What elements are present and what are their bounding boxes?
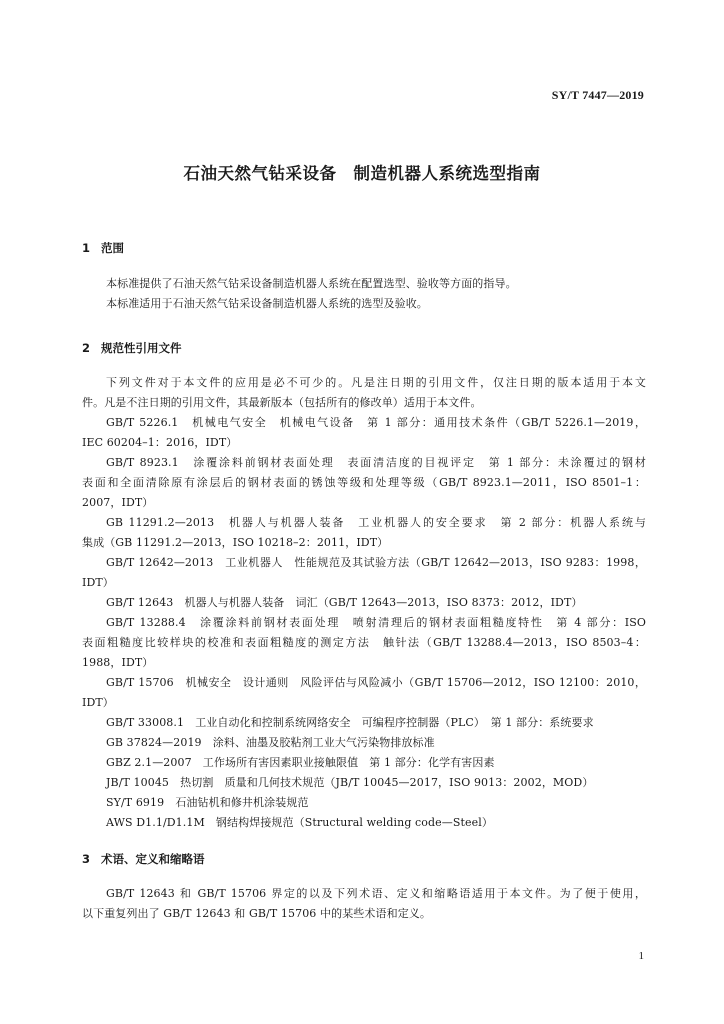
- section-number: 2: [82, 341, 91, 355]
- reference-entry-line: GB 11291.2—2013 机器人与机器人装备 工业机器人的安全要求 第 2 部分：机器人系统与: [106, 516, 646, 529]
- paragraph-line: GB/T 12643 和 GB/T 15706 界定的以及下列术语、定义和缩略语适用于本文件。为了便于使用，: [106, 887, 646, 900]
- section-title: 术语、定义和缩略语: [101, 852, 205, 866]
- reference-entry-line: GB/T 33008.1 工业自动化和控制系统网络安全 可编程序控制器（PLC） 第 1 部分：系统要求: [106, 716, 594, 729]
- reference-entry-line: IDT）: [82, 696, 114, 709]
- section-number: 3: [82, 852, 91, 866]
- paragraph-line: 本标准适用于石油天然气钻采设备制造机器人系统的选型及验收。: [106, 297, 428, 310]
- document-title: 石油天然气钻采设备 制造机器人系统选型指南: [183, 164, 541, 183]
- reference-entry-line: GB/T 13288.4 涂覆涂料前钢材表面处理 喷射清理后的钢材表面粗糙度特性 第 4 部分：ISO: [106, 616, 646, 629]
- section-title: 规范性引用文件: [101, 341, 182, 355]
- reference-entry-line: GBZ 2.1—2007 工作场所有害因素职业接触限值 第 1 部分：化学有害因素: [106, 756, 495, 769]
- page-number: 1: [638, 950, 644, 962]
- reference-entry-line: 表面和全面清除原有涂层后的钢材表面的锈蚀等级和处理等级（GB/T 8923.1—2011，ISO 8501–1：: [82, 476, 646, 489]
- reference-entry-line: JB/T 10045 热切割 质量和几何技术规范（JB/T 10045—2017，ISO 9013：2002，MOD）: [106, 776, 594, 789]
- standard-code: SY/T 7447—2019: [551, 88, 644, 102]
- reference-entry-line: SY/T 6919 石油钻机和修井机涂装规范: [106, 796, 309, 809]
- reference-entry-line: GB 37824—2019 涂料、油墨及胶粘剂工业大气污染物排放标准: [106, 736, 435, 749]
- paragraph-line: 本标准提供了石油天然气钻采设备制造机器人系统在配置选型、验收等方面的指导。: [106, 277, 517, 290]
- reference-entry-line: 表面粗糙度比较样块的校准和表面粗糙度的测定方法 触针法（GB/T 13288.4—2013，ISO 8503–4：: [82, 636, 646, 649]
- reference-entry-line: GB/T 12643 机器人与机器人装备 词汇（GB/T 12643—2013，ISO 8373：2012，IDT）: [106, 596, 583, 609]
- reference-entry-line: 1988，IDT）: [82, 656, 154, 669]
- paragraph-line: 下列文件对于本文件的应用是必不可少的。凡是注日期的引用文件，仅注日期的版本适用于本文: [106, 376, 646, 389]
- reference-entry-line: GB/T 5226.1 机械电气安全 机械电气设备 第 1 部分：通用技术条件（GB/T 5226.1—2019，: [106, 416, 646, 429]
- section-number: 1: [82, 241, 91, 255]
- section-title: 范围: [101, 241, 124, 255]
- section-heading-terms: [82, 851, 205, 867]
- reference-entry-line: IEC 60204–1：2016，IDT）: [82, 436, 238, 449]
- section-heading-scope: [82, 240, 124, 256]
- paragraph-line: 件。凡是不注日期的引用文件，其最新版本（包括所有的修改单）适用于本文件。: [82, 396, 482, 409]
- reference-entry-line: IDT）: [82, 576, 114, 589]
- reference-entry-line: 2007，IDT）: [82, 496, 154, 509]
- reference-entry-line: AWS D1.1/D1.1M 钢结构焊接规范（Structural welding code—Steel）: [106, 816, 493, 829]
- reference-entry-line: 集成（GB 11291.2—2013，ISO 10218–2：2011，IDT）: [82, 536, 389, 549]
- section-heading-normative-references: [82, 340, 182, 356]
- paragraph-line: 以下重复列出了 GB/T 12643 和 GB/T 15706 中的某些术语和定义。: [82, 907, 431, 920]
- reference-entry-line: GB/T 12642—2013 工业机器人 性能规范及其试验方法（GB/T 12642—2013，ISO 9283：1998，: [106, 556, 646, 569]
- reference-entry-line: GB/T 15706 机械安全 设计通则 风险评估与风险减小（GB/T 15706—2012，ISO 12100：2010，: [106, 676, 646, 689]
- reference-entry-line: GB/T 8923.1 涂覆涂料前钢材表面处理 表面清洁度的目视评定 第 1 部分：未涂覆过的钢材: [106, 456, 646, 469]
